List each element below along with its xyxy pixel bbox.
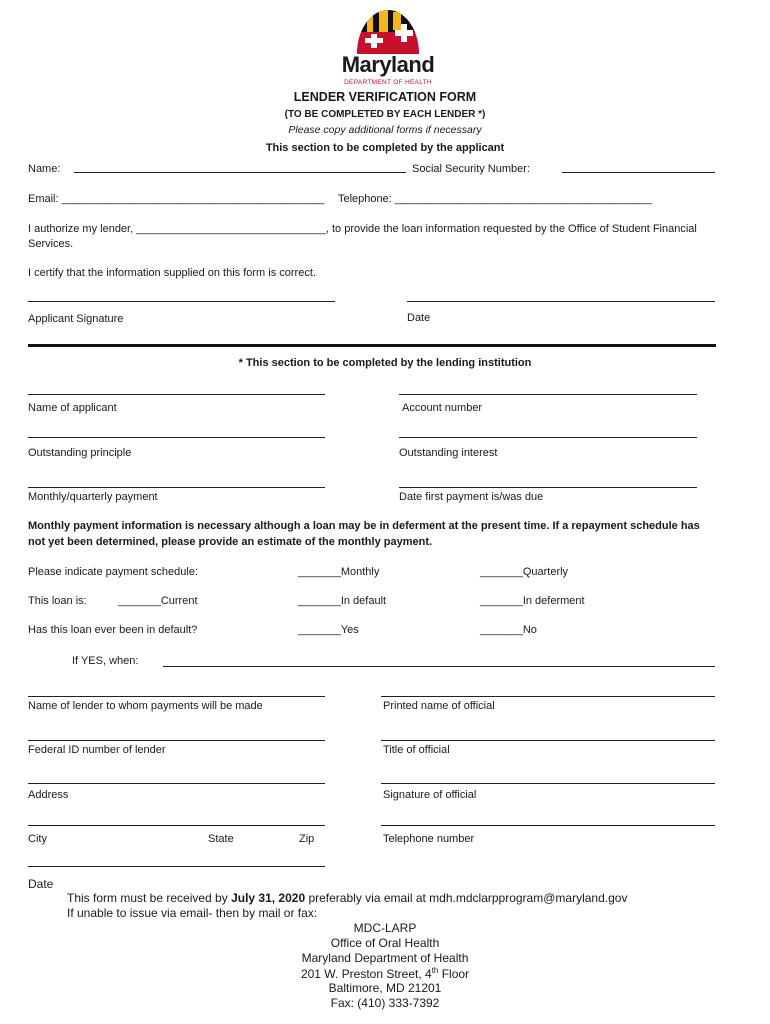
- loan-default-option[interactable]: _______In default: [298, 595, 387, 607]
- certify-text: I certify that the information supplied on this form is correct.: [28, 267, 316, 279]
- logo-wordmark: Maryland: [341, 52, 435, 77]
- address-field[interactable]: [28, 783, 325, 784]
- outstanding-principle-label: Outstanding principle: [28, 447, 132, 459]
- outstanding-interest-label: Outstanding interest: [399, 447, 498, 459]
- city-label: City: [28, 833, 47, 845]
- name-of-applicant-label: Name of applicant: [28, 402, 117, 414]
- loan-status-label: This loan is:: [28, 595, 87, 607]
- applicant-date-label: Date: [407, 312, 431, 324]
- authorize-text: I authorize my lender, _______________________________, to provide the loan information requested by the Office of Student Financial: [28, 223, 697, 235]
- if-yes-field[interactable]: [163, 666, 715, 667]
- applicant-date-field[interactable]: [407, 301, 715, 302]
- state-label: State: [208, 833, 234, 845]
- form-note: Please copy additional forms if necessary: [288, 124, 482, 136]
- email-field[interactable]: Email: ___________________________________________: [28, 193, 325, 205]
- official-printed-name-field[interactable]: [381, 696, 715, 697]
- lender-name-field[interactable]: [28, 696, 325, 697]
- monthly-payment-note-cont: not yet been determined, please provide an estimate of the monthly payment.: [28, 536, 433, 548]
- official-telephone-label: Telephone number: [383, 833, 475, 845]
- name-label: Name:: [28, 163, 61, 175]
- first-payment-date-label: Date first payment is/was due: [399, 491, 544, 503]
- monthly-payment-field[interactable]: [28, 487, 325, 488]
- if-yes-label: If YES, when:: [72, 655, 139, 667]
- outstanding-interest-field[interactable]: [399, 437, 697, 438]
- account-number-field[interactable]: [399, 394, 697, 395]
- official-signature-label: Signature of official: [383, 789, 477, 801]
- authorize-text-cont: Services.: [28, 238, 74, 250]
- official-telephone-field[interactable]: [381, 825, 715, 826]
- outstanding-principle-field[interactable]: [28, 437, 325, 438]
- receipt-date: July 31, 2020: [231, 891, 306, 905]
- ever-default-no-option[interactable]: _______No: [480, 624, 537, 636]
- applicant-signature-label: Applicant Signature: [28, 313, 124, 325]
- schedule-monthly-option[interactable]: _______Monthly: [298, 566, 380, 578]
- loan-current-option[interactable]: _______Current: [118, 595, 198, 607]
- address-line-4: [0, 966, 770, 981]
- form-subtitle: (TO BE COMPLETED BY EACH LENDER *): [284, 109, 486, 120]
- address-line-2: Office of Oral Health: [330, 936, 440, 950]
- ever-default-yes-option[interactable]: _______Yes: [298, 624, 359, 636]
- federal-id-label: Federal ID number of lender: [28, 744, 166, 756]
- address-line-3: Maryland Department of Health: [301, 951, 469, 965]
- address-floor: Floor: [438, 967, 470, 981]
- form-title: LENDER VERIFICATION FORM: [293, 90, 477, 104]
- ever-default-label: Has this loan ever been in default?: [28, 624, 198, 636]
- fallback-text: If unable to issue via email- then by mail or fax:: [67, 906, 318, 920]
- schedule-label: Please indicate payment schedule:: [28, 566, 198, 578]
- federal-id-field[interactable]: [28, 740, 325, 741]
- lender-section-heading: * This section to be completed by the lending institution: [238, 357, 532, 369]
- maryland-flag-logo-icon: [355, 8, 421, 56]
- receipt-deadline-text: [67, 891, 627, 905]
- ssn-field[interactable]: [562, 172, 715, 173]
- official-title-field[interactable]: [381, 740, 715, 741]
- logo-department: DEPARTMENT OF HEALTH: [344, 79, 432, 86]
- schedule-quarterly-option[interactable]: _______Quarterly: [480, 566, 569, 578]
- applicant-section-heading: This section to be completed by the applicant: [265, 142, 505, 154]
- zip-label: Zip: [299, 833, 315, 845]
- official-title-label: Title of official: [383, 744, 450, 756]
- lender-date-label: Date: [28, 877, 54, 891]
- address-fax: Fax: (410) 333-7392: [330, 996, 440, 1010]
- lender-date-field[interactable]: [28, 866, 325, 867]
- section-divider: [28, 344, 716, 347]
- official-printed-name-label: Printed name of official: [383, 700, 495, 712]
- lender-name-label: Name of lender to whom payments will be made: [28, 700, 263, 712]
- first-payment-date-field[interactable]: [399, 487, 697, 488]
- loan-deferment-option[interactable]: _______In deferment: [480, 595, 585, 607]
- receipt-prefix: This form must be received by: [67, 891, 232, 905]
- address-line-5: Baltimore, MD 21201: [328, 981, 442, 995]
- applicant-signature-field[interactable]: [28, 301, 335, 302]
- official-signature-field[interactable]: [381, 783, 715, 784]
- name-field[interactable]: [74, 172, 406, 173]
- address-street: 201 W. Preston Street, 4: [300, 967, 432, 981]
- address-label: Address: [28, 789, 69, 801]
- monthly-payment-note: Monthly payment information is necessary although a loan may be in deferment at the present time. If a repayment schedule has: [28, 520, 700, 532]
- ssn-label: Social Security Number:: [412, 163, 530, 175]
- address-floor-sup: th: [431, 966, 439, 975]
- account-number-label: Account number: [402, 402, 483, 414]
- telephone-field[interactable]: Telephone: __________________________________________: [338, 193, 652, 205]
- address-line-1: MDC-LARP: [353, 921, 417, 935]
- receipt-suffix: preferably via email at mdh.mdclarpprogram@maryland.gov: [305, 891, 628, 905]
- name-of-applicant-field[interactable]: [28, 394, 325, 395]
- city-state-zip-field[interactable]: [28, 825, 325, 826]
- monthly-payment-label: Monthly/quarterly payment: [28, 491, 158, 503]
